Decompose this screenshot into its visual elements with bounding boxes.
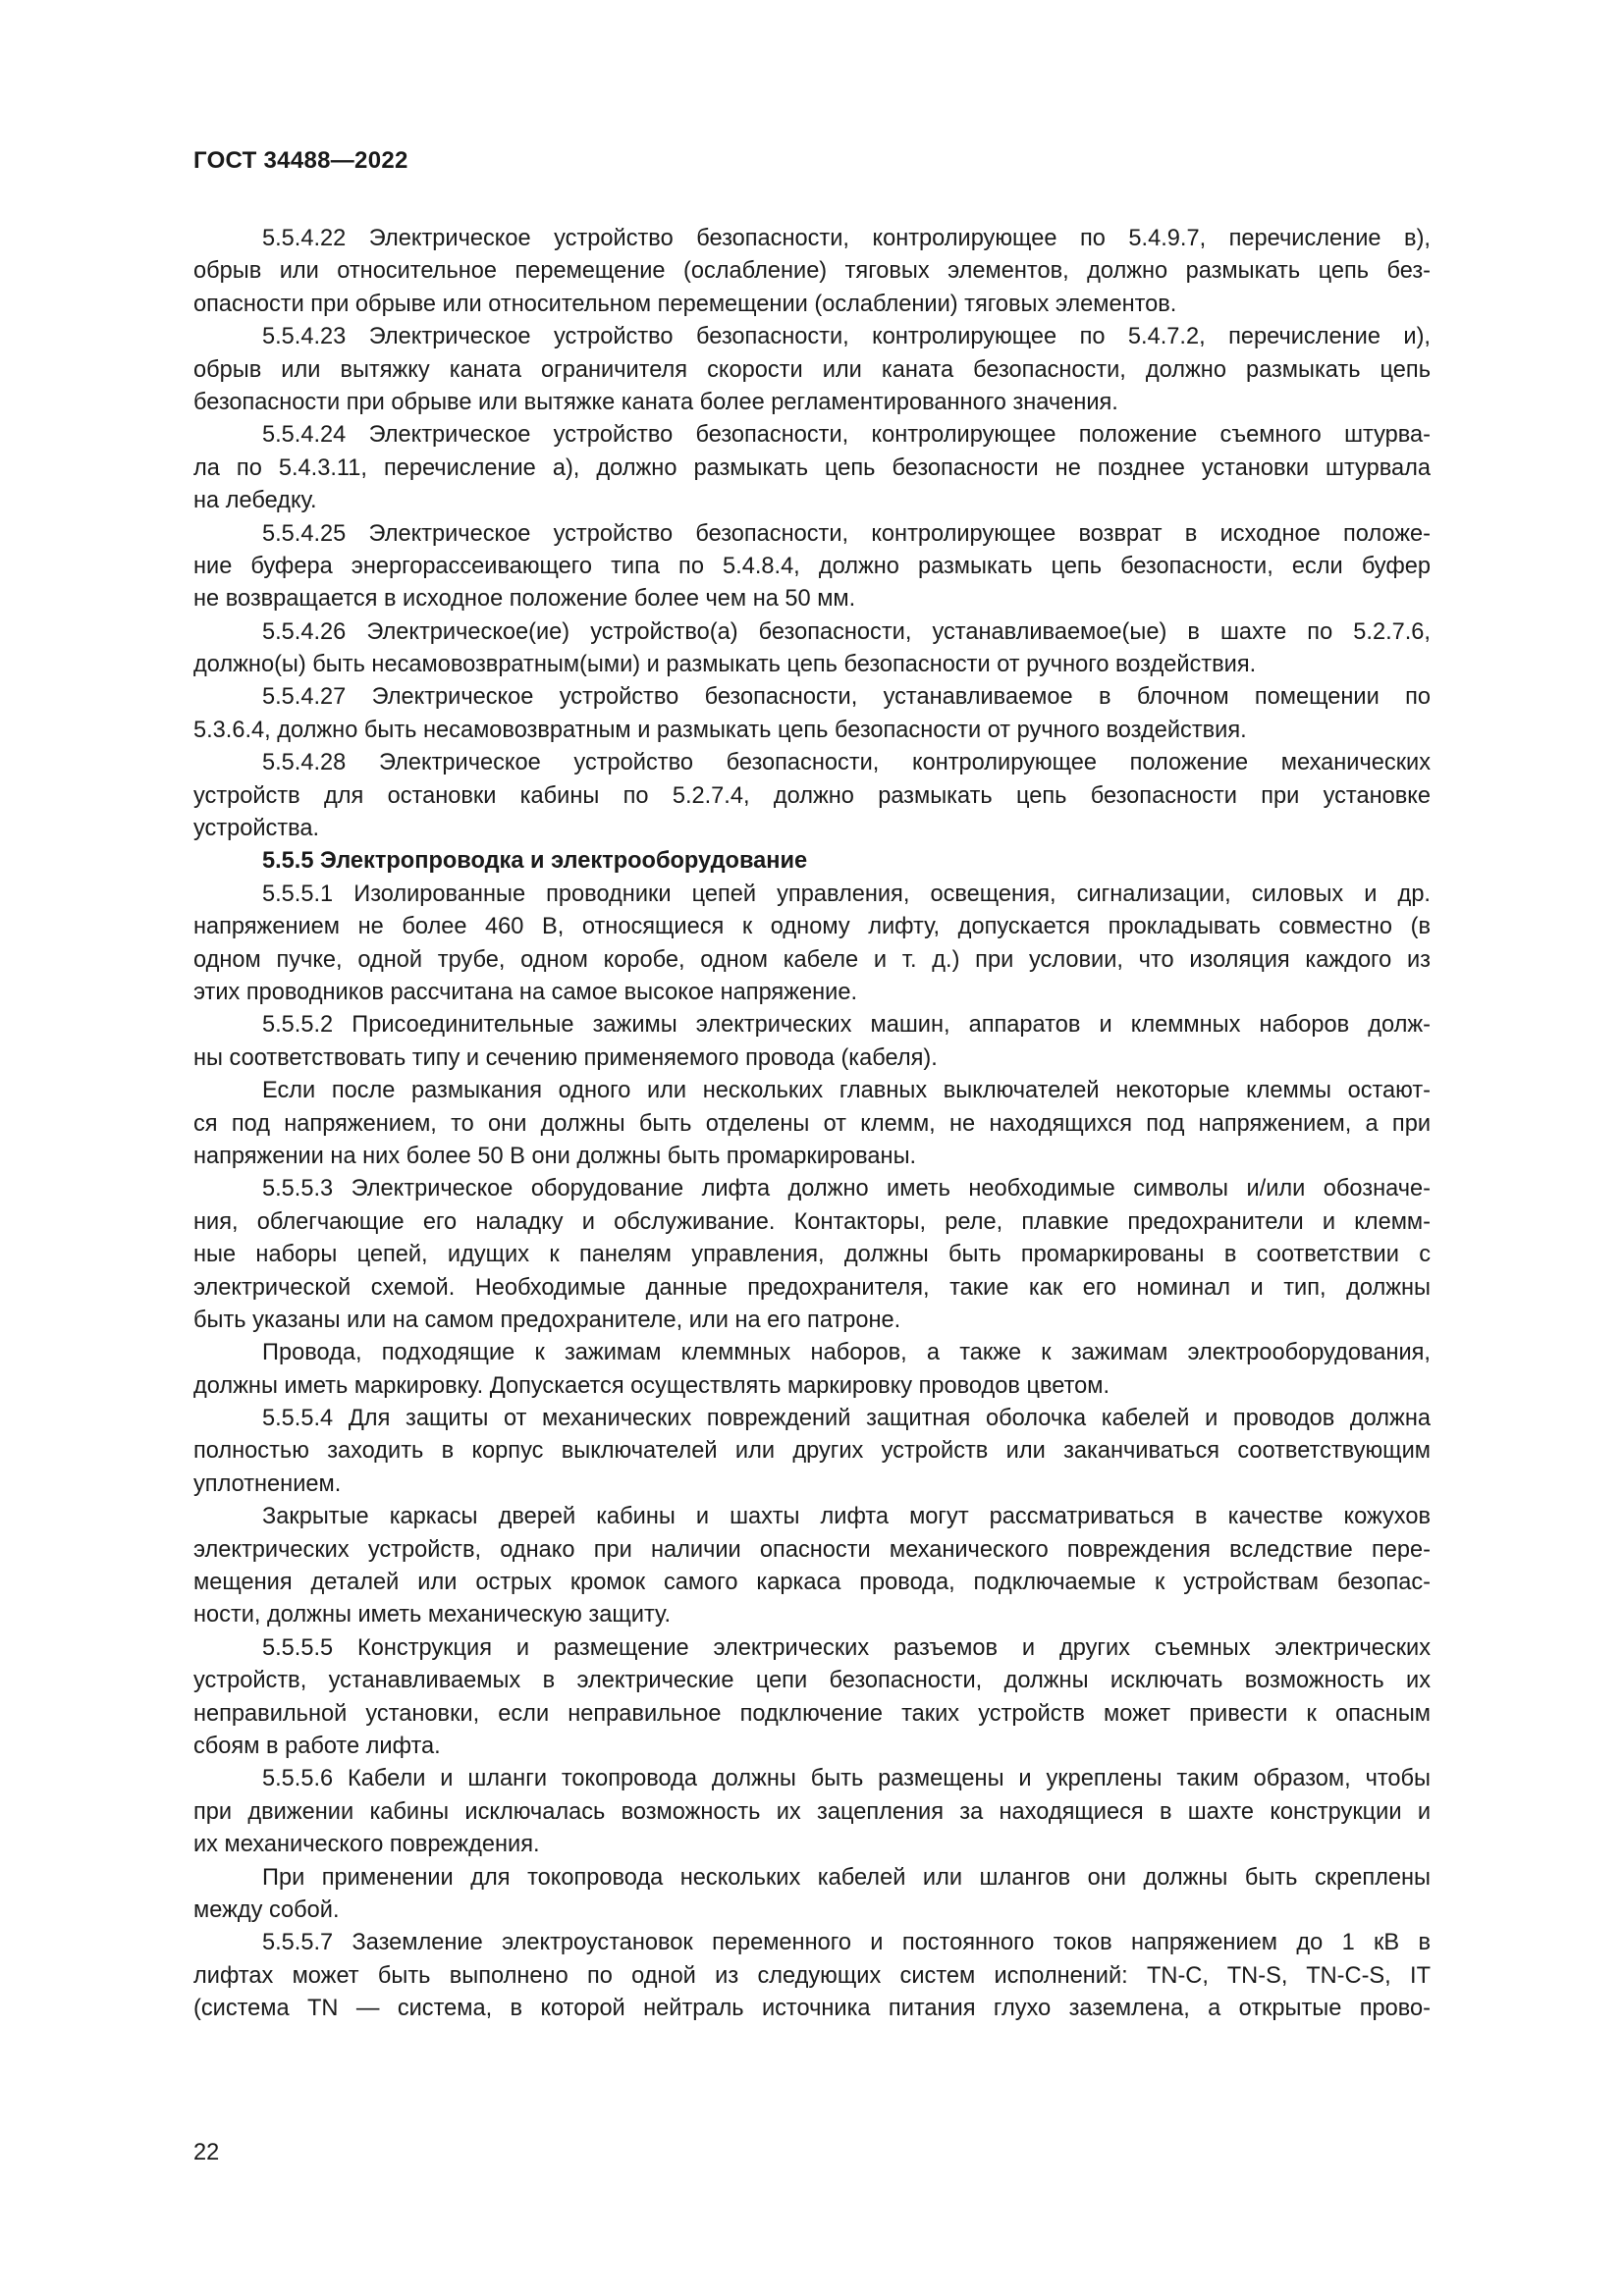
text-line: 5.5.4.23 Электрическое устройство безопасности, контролирующее по 5.4.7.2, перечисление и),	[262, 324, 1431, 350]
text-line: на лебедку.	[193, 488, 317, 514]
text-line: 5.3.6.4, должно быть несамовозвратным и размыкать цепь безопасности от ручного воздействия.	[193, 717, 1247, 743]
text-line: сбоям в работе лифта.	[193, 1733, 441, 1759]
text-line: 5.5.4.27 Электрическое устройство безопасности, устанавливаемое в блочном помещении по	[262, 684, 1431, 711]
text-line: устройств для остановки кабины по 5.2.7.4, должно размыкать цепь безопасности при установке	[193, 782, 1431, 809]
text-line: между собой.	[193, 1896, 340, 1923]
text-line: 5.5.5.7 Заземление электроустановок переменного и постоянного токов напряжением до 1 кВ в	[262, 1930, 1431, 1956]
text-line: этих проводников рассчитана на самое высокое напряжение.	[193, 979, 857, 1005]
text-line: неправильной установки, если неправильное подключение таких устройств может привести к опасным	[193, 1700, 1431, 1727]
text-line: не возвращается в исходное положение более чем на 50 мм.	[193, 586, 856, 613]
text-line: 5.5.5.5 Конструкция и размещение электрических разъемов и других съемных электрических	[262, 1634, 1431, 1661]
text-line: 5.5.4.22 Электрическое устройство безопасности, контролирующее по 5.4.9.7, перечисление в),	[262, 226, 1431, 251]
text-line: безопасности при обрыве или вытяжке каната более регламентированного значения.	[193, 389, 1118, 415]
document-title: ГОСТ 34488—2022	[193, 147, 408, 174]
text-line: (система TN — система, в которой нейтраль источника питания глухо заземлена, а открытые прово-	[193, 1996, 1431, 2022]
text-line: ния, облегчающие его наладку и обслуживание. Контакторы, реле, плавкие предохранители и клемм-	[193, 1208, 1431, 1235]
text-line: 5.5.5.4 Для защиты от механических повреждений защитная оболочка кабелей и проводов должна	[262, 1406, 1431, 1432]
text-line: Закрытые каркасы дверей кабины и шахты лифта могут рассматриваться в качестве кожухов	[262, 1504, 1431, 1530]
document-body	[193, 223, 1431, 2025]
text-line: электрической схемой. Необходимые данные предохранителя, такие как его номинал и тип, должны	[193, 1274, 1431, 1301]
text-line: лифтах может быть выполнено по одной из следующих систем исполнений: TN-C, TN-S, TN-C-S, IT	[193, 1962, 1431, 1989]
text-line: ние буфера энергорассеивающего типа по 5.4.8.4, должно размыкать цепь безопасности, если буфер	[193, 553, 1431, 579]
text-line: ности, должны иметь механическую защиту.	[193, 1602, 672, 1629]
text-line: ные наборы цепей, идущих к панелям управления, должны быть промаркированы в соответствии с	[193, 1242, 1431, 1268]
text-line: их механического повреждения.	[193, 1832, 540, 1858]
text-line: уплотнением.	[193, 1470, 342, 1497]
text-line: при движении кабины исключалась возможность их зацепления за находящиеся в шахте конструкции и	[193, 1798, 1431, 1825]
text-line: устройства.	[193, 816, 320, 842]
text-line: должно(ы) быть несамовозвратным(ыми) и размыкать цепь безопасности от ручного воздействия.	[193, 652, 1257, 678]
text-line: электрических устройств, однако при наличии опасности механического повреждения вследствие пере-	[193, 1536, 1431, 1563]
text-line: напряжении на них более 50 В они должны быть промаркированы.	[193, 1143, 917, 1169]
text-line: 5.5.5.3 Электрическое оборудование лифта должно иметь необходимые символы и/или обозначе-	[262, 1176, 1431, 1202]
text-line: опасности при обрыве или относительном перемещении (ослаблении) тяговых элементов.	[193, 291, 1177, 317]
text-line: При применении для токопровода нескольких кабелей или шлангов они должны быть скреплены	[262, 1864, 1431, 1891]
text-line: обрыв или относительное перемещение (ослабление) тяговых элементов, должно размыкать цепь без-	[193, 258, 1431, 285]
text-line: быть указаны или на самом предохранителе, или на его патроне.	[193, 1307, 901, 1333]
text-line: напряжением не более 460 В, относящиеся к одному лифту, допускается прокладывать совместно (в	[193, 914, 1431, 940]
text-line: Провода, подходящие к зажимам клеммных наборов, а также к зажимам электрооборудования,	[262, 1340, 1431, 1366]
text-line: полностью заходить в корпус выключателей или других устройств или заканчиваться соответствующим	[193, 1438, 1431, 1465]
text-line: 5.5.5.6 Кабели и шланги токопровода должны быть размещены и укреплены таким образом, чтобы	[262, 1766, 1431, 1792]
text-line: ся под напряжением, то они должны быть отделены от клемм, не находящихся под напряжением, а при	[193, 1110, 1431, 1137]
text-line: 5.5.4.26 Электрическое(ие) устройство(а) безопасности, устанавливаемое(ые) в шахте по 5.2.7.6,	[262, 618, 1431, 645]
text-line: обрыв или вытяжку каната ограничителя скорости или каната безопасности, должно размыкать цепь	[193, 356, 1431, 383]
text-line: 5.5.4.25 Электрическое устройство безопасности, контролирующее возврат в исходное положе-	[262, 520, 1431, 547]
text-line: одном пучке, одной трубе, одном коробе, одном кабеле и т. д.) при условии, что изоляция каждого из	[193, 946, 1431, 973]
text-line: Если после размыкания одного или нескольких главных выключателей некоторые клеммы остают-	[262, 1078, 1431, 1104]
text-line: 5.5.5.1 Изолированные проводники цепей управления, освещения, сигнализации, силовых и др.	[262, 881, 1431, 907]
text-line: ла по 5.4.3.11, перечисление а), должно размыкать цепь безопасности не позднее установки штурвала	[193, 454, 1431, 481]
text-line: 5.5.4.24 Электрическое устройство безопасности, контролирующее положение съемного штурва-	[262, 422, 1431, 449]
section-heading: 5.5.5 Электропроводка и электрооборудование	[262, 848, 808, 875]
text-line: устройств, устанавливаемых в электрические цепи безопасности, должны исключать возможность их	[193, 1668, 1431, 1694]
page-number: 22	[193, 2140, 220, 2165]
text-line: ны соответствовать типу и сечению применяемого провода (кабеля).	[193, 1044, 938, 1071]
text-line: 5.5.4.28 Электрическое устройство безопасности, контролирующее положение механических	[262, 750, 1431, 776]
text-line: 5.5.5.2 Присоединительные зажимы электрических машин, аппаратов и клеммных наборов долж-	[262, 1012, 1431, 1039]
text-line: мещения деталей или острых кромок самого каркаса провода, подключаемые к устройствам безопас-	[193, 1570, 1431, 1596]
text-line: должны иметь маркировку. Допускается осуществлять маркировку проводов цветом.	[193, 1372, 1110, 1399]
